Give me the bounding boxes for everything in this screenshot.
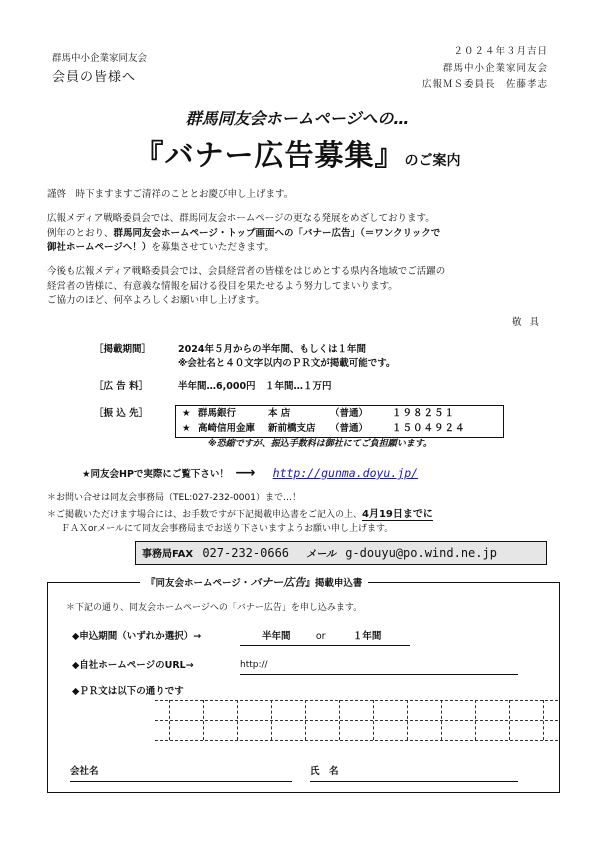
- hp-line: [82, 463, 418, 485]
- date: ２０２４年３月吉日: [453, 46, 548, 57]
- form-title-pre: 『同友会ホームページ・: [146, 578, 251, 589]
- pr-label: ◆ＰＲ文は以下の通りです: [72, 686, 184, 697]
- period-note: ※会社名と４０文字以内のＰＲ文が掲載可能です。: [178, 358, 396, 369]
- bank2-branch: 新前橋支店: [268, 422, 316, 434]
- bank1-branch: 本 店: [268, 408, 291, 419]
- deadline: 4月19日までに: [362, 509, 433, 520]
- paragraph-2: [47, 265, 557, 309]
- bank-box: [175, 405, 504, 438]
- homepage-link[interactable]: http://gunma.doyu.jp/: [272, 466, 419, 480]
- fee-note: ※恐縮ですが、振込手数料は御社にてご負担願います。: [208, 439, 433, 449]
- url-field[interactable]: [240, 659, 518, 675]
- company-field[interactable]: [70, 765, 292, 782]
- bank1-number: １９８２５１: [392, 408, 456, 419]
- recipient-org: 群馬中小企業家同友会: [52, 53, 148, 64]
- fee-value: 半年間…6,000円 １年間…１万円: [178, 381, 332, 392]
- bank1-type: （普通）: [330, 408, 369, 419]
- title-line2: [0, 133, 595, 178]
- fax-number: 027-232-0666: [202, 546, 290, 560]
- url-label: ◆自社ホームページのURL→: [72, 660, 194, 671]
- p1-line1: 広報メディア戦略委員会では、群馬同友会ホームページの更なる発展をめざしております。: [47, 213, 435, 224]
- sender-block: [422, 44, 548, 94]
- fee-label: ［広 告 料］: [94, 381, 149, 392]
- form-title-post: 』掲載申込書: [305, 578, 363, 589]
- name-label: 氏 名: [310, 766, 339, 777]
- period-select-label: ◆申込期間（いずれか選択）→: [72, 631, 202, 642]
- p1-line3-post: を募集させていただきます。: [151, 242, 275, 254]
- inquiry-note: ＊お問い合せは同友会事務局（TEL:027-232-0001）まで…！: [47, 493, 301, 503]
- p1-line2-pre: 例年のとおり、: [47, 227, 114, 239]
- period-label: ［掲載期間］: [94, 344, 152, 355]
- bank-row-1: [182, 407, 497, 422]
- fax-label: 事務局FAX: [142, 549, 194, 560]
- title-main: 『バナー広告募集』: [134, 138, 405, 172]
- contact-box: [135, 541, 547, 565]
- hp-text: ★同友会HPで実際にご覧下さい！: [82, 469, 229, 480]
- period-row: [94, 343, 366, 358]
- title-line1: 群馬同友会ホームページへの…: [185, 109, 410, 128]
- p1-line2: [47, 227, 557, 242]
- arrow-right-icon: ⟶: [235, 465, 256, 481]
- p1-line3: [47, 241, 557, 256]
- name-field[interactable]: [310, 765, 518, 782]
- closing: 敬具: [511, 317, 547, 328]
- p2-line2: 経営者の皆様に、有意義な情報を届ける役目を果たせるよう努力してまいります。: [47, 280, 398, 292]
- post-note-line2: ＦＡＸorメールにて同友会事務局までお送り下さいますようお願い申し上げます。: [61, 523, 394, 534]
- star-icon: ★: [182, 422, 191, 434]
- bank2-type: （普通）: [330, 422, 369, 434]
- p1-line3-bold: 御社ホームページへ！）: [47, 242, 152, 254]
- bank2-name: 高崎信用金庫: [198, 422, 256, 434]
- pr-text-grid[interactable]: [155, 700, 558, 740]
- bank-row-2: [182, 422, 497, 437]
- form-instruction: ＊下記の通り、同友会ホームページへの「バナー広告」を申し込みます。: [66, 603, 363, 613]
- form-title-bold: バナー広告: [250, 576, 306, 589]
- option-or: or: [315, 631, 326, 642]
- option-half-year[interactable]: 半年間: [262, 631, 291, 642]
- sender-org: 群馬中小企業家同友会: [442, 62, 548, 74]
- post-note-line1: [47, 507, 572, 523]
- bank2-number: １５０４９２４: [392, 422, 466, 434]
- title-suffix: のご案内: [404, 153, 461, 169]
- url-prefix: http://: [240, 660, 268, 670]
- recipient-block: [52, 52, 147, 88]
- form-title: [140, 574, 368, 592]
- p2-line3: ご協力のほど、何卒よろしくお願い申し上げます。: [47, 295, 265, 307]
- transfer-label: ［振 込 先］: [94, 408, 149, 419]
- post-note-pre: ＊ご掲載いただけます場合には、お手数ですが下記掲載申込書をご記入の上、: [47, 510, 363, 520]
- option-one-year[interactable]: １年間: [352, 631, 382, 642]
- p2-line1: 今後も広報メディア戦略委員会では、会員経営者の皆様をはじめとする県内各地域でご活躍の: [47, 266, 446, 277]
- post-note: [47, 507, 572, 537]
- sender: 広報ＭＳ委員長 佐藤孝志: [421, 79, 548, 91]
- p1-line2-bold: 群馬同友会ホームページ・トップ画面への「バナー広告」（＝ワンクリックで: [113, 227, 441, 239]
- mail-address[interactable]: g-douyu@po.wind.ne.jp: [345, 546, 497, 560]
- star-icon: ★: [182, 408, 191, 419]
- period-select: [240, 630, 410, 646]
- mail-label: メール: [306, 549, 337, 560]
- greeting: 謹啓 時下ますますご清祥のこととお慶び申し上げます。: [47, 189, 294, 200]
- period-value: 2024年５月からの半年間、もしくは１年間: [178, 344, 366, 355]
- paragraph-1: [47, 212, 557, 256]
- company-label: 会社名: [70, 766, 99, 777]
- bank1-name: 群馬銀行: [198, 408, 237, 419]
- period-select-row: [72, 630, 201, 645]
- fee-row: [94, 380, 332, 395]
- recipient: 会員の皆様へ: [52, 69, 137, 85]
